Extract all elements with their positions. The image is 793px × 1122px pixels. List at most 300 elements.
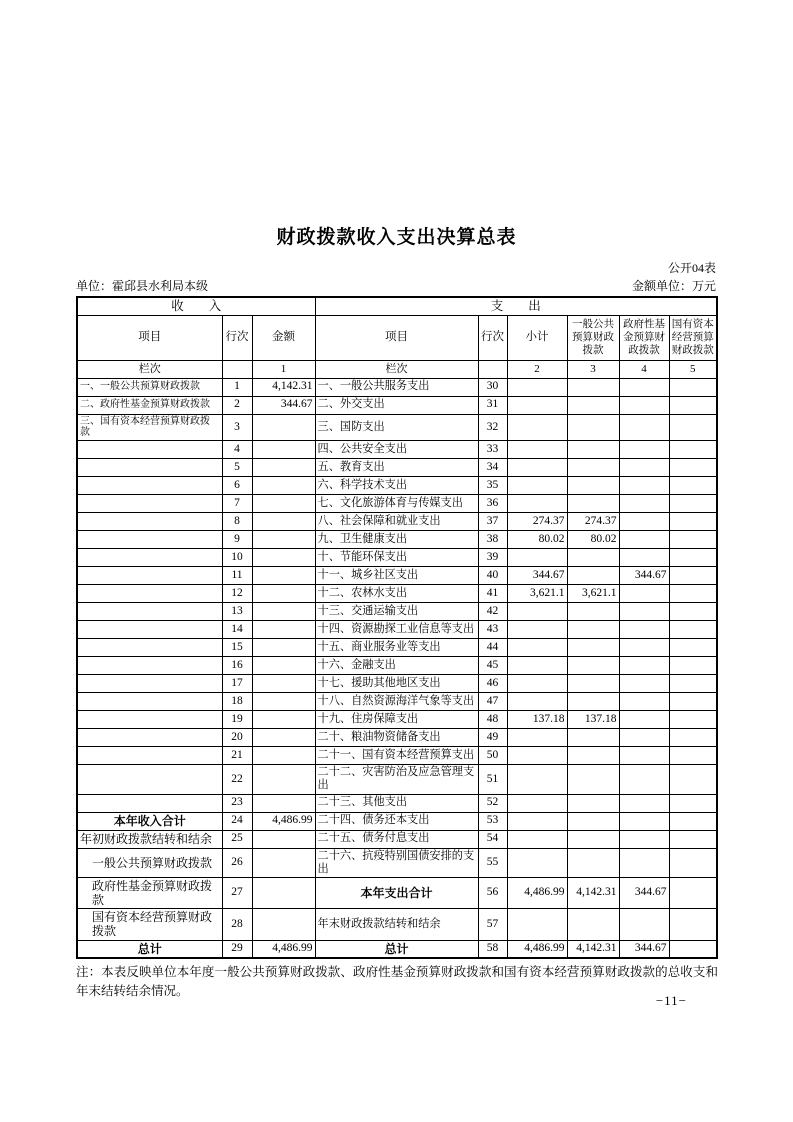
general-budget-cell: 80.02 — [567, 531, 619, 549]
gov-fund-cell — [619, 585, 669, 603]
state-capital-cell — [669, 830, 717, 848]
gov-fund-cell — [619, 794, 669, 812]
general-budget-cell — [567, 621, 619, 639]
gov-fund-cell — [619, 848, 669, 877]
expense-line-cell: 36 — [478, 495, 507, 513]
subtotal-cell — [507, 909, 567, 940]
expense-line-cell: 41 — [478, 585, 507, 603]
general-budget-cell — [567, 567, 619, 585]
gov-fund-cell — [619, 812, 669, 830]
expense-line-cell: 45 — [478, 657, 507, 675]
table-body — [77, 378, 717, 958]
state-capital-cell — [669, 549, 717, 567]
column-index-1: 1 — [252, 360, 315, 378]
gov-fund-cell — [619, 639, 669, 657]
income-amount-cell — [252, 657, 315, 675]
income-item-cell — [77, 495, 222, 513]
general-budget-cell: 274.37 — [567, 513, 619, 531]
table-row — [77, 396, 717, 414]
income-line-cell: 10 — [222, 549, 252, 567]
income-line-cell: 6 — [222, 477, 252, 495]
table-row — [77, 675, 717, 693]
income-line-header: 行次 — [222, 315, 252, 360]
income-line-cell: 3 — [222, 414, 252, 441]
state-capital-cell — [669, 877, 717, 908]
income-amount-cell — [252, 459, 315, 477]
general-budget-cell: 3,621.1 — [567, 585, 619, 603]
income-amount-cell — [252, 513, 315, 531]
expense-line-cell: 51 — [478, 765, 507, 794]
income-line-cell: 24 — [222, 812, 252, 830]
income-item-cell — [77, 747, 222, 765]
expense-section-header: 支 出 — [315, 297, 717, 315]
expense-line-cell: 53 — [478, 812, 507, 830]
expense-item-cell: 二十一、国有资本经营预算支出 — [315, 747, 478, 765]
expense-line-cell: 52 — [478, 794, 507, 812]
table-row — [77, 693, 717, 711]
income-amount-cell — [252, 711, 315, 729]
general-budget-cell — [567, 747, 619, 765]
table-row — [77, 621, 717, 639]
state-capital-cell — [669, 729, 717, 747]
general-budget-cell — [567, 729, 619, 747]
state-capital-cell — [669, 765, 717, 794]
income-item-cell: 国有资本经营预算财政拨款 — [77, 909, 222, 940]
income-amount-cell — [252, 729, 315, 747]
subtotal-cell — [507, 639, 567, 657]
state-capital-cell — [669, 378, 717, 396]
general-budget-cell — [567, 477, 619, 495]
subtotal-cell — [507, 603, 567, 621]
income-amount-cell — [252, 693, 315, 711]
income-line-index — [222, 360, 252, 378]
expense-index-label: 栏次 — [315, 360, 478, 378]
general-budget-cell — [567, 848, 619, 877]
income-item-cell — [77, 531, 222, 549]
gov-fund-cell — [619, 477, 669, 495]
expense-line-cell: 34 — [478, 459, 507, 477]
expense-item-cell: 二十六、抗疫特别国债安排的支出 — [315, 848, 478, 877]
expense-line-index — [478, 360, 507, 378]
table-row — [77, 909, 717, 940]
gov-fund-cell — [619, 495, 669, 513]
income-item-cell: 一般公共预算财政拨款 — [77, 848, 222, 877]
income-line-cell: 22 — [222, 765, 252, 794]
expense-item-cell: 二十五、债务付息支出 — [315, 830, 478, 848]
state-capital-cell — [669, 940, 717, 958]
general-budget-cell — [567, 378, 619, 396]
subtotal-cell — [507, 729, 567, 747]
column-index-4: 4 — [619, 360, 669, 378]
income-amount-header: 金额 — [252, 315, 315, 360]
income-line-cell: 19 — [222, 711, 252, 729]
gov-fund-cell — [619, 513, 669, 531]
page-title: 财政拨款收入支出决算总表 — [276, 227, 517, 248]
income-item-cell — [77, 567, 222, 585]
income-line-cell: 21 — [222, 747, 252, 765]
table-row — [77, 414, 717, 441]
expense-line-cell: 30 — [478, 378, 507, 396]
expense-item-cell: 五、教育支出 — [315, 459, 478, 477]
income-line-cell: 26 — [222, 848, 252, 877]
income-line-cell: 25 — [222, 830, 252, 848]
expense-line-cell: 44 — [478, 639, 507, 657]
general-budget-cell: 4,142.31 — [567, 940, 619, 958]
subtotal-cell — [507, 794, 567, 812]
expense-item-cell: 十五、商业服务业等支出 — [315, 639, 478, 657]
state-capital-cell — [669, 603, 717, 621]
expense-line-cell: 50 — [478, 747, 507, 765]
general-budget-cell — [567, 675, 619, 693]
table-row — [77, 567, 717, 585]
expense-line-cell: 55 — [478, 848, 507, 877]
expense-line-cell: 38 — [478, 531, 507, 549]
income-item-cell — [77, 513, 222, 531]
income-amount-cell — [252, 765, 315, 794]
column-index-3: 3 — [567, 360, 619, 378]
subtotal-cell — [507, 848, 567, 877]
subtotal-cell — [507, 830, 567, 848]
gov-fund-cell — [619, 747, 669, 765]
table-row — [77, 495, 717, 513]
income-item-cell — [77, 441, 222, 459]
state-capital-cell — [669, 513, 717, 531]
expense-line-cell: 42 — [478, 603, 507, 621]
income-amount-cell — [252, 794, 315, 812]
income-amount-cell — [252, 441, 315, 459]
gov-fund-cell — [619, 693, 669, 711]
income-amount-cell — [252, 675, 315, 693]
state-capital-cell — [669, 567, 717, 585]
gov-fund-cell: 344.67 — [619, 940, 669, 958]
expense-item-cell: 二十、粮油物资储备支出 — [315, 729, 478, 747]
income-amount-cell — [252, 830, 315, 848]
expense-item-cell: 十二、农林水支出 — [315, 585, 478, 603]
state-capital-cell — [669, 794, 717, 812]
expense-item-cell: 八、社会保障和就业支出 — [315, 513, 478, 531]
income-amount-cell — [252, 877, 315, 908]
state-capital-cell — [669, 477, 717, 495]
general-budget-cell — [567, 693, 619, 711]
income-item-cell — [77, 459, 222, 477]
income-amount-cell: 4,486.99 — [252, 940, 315, 958]
income-item-cell: 三、国有资本经营预算财政拨款 — [77, 414, 222, 441]
table-code: 公开04表 — [667, 261, 716, 275]
income-line-cell: 8 — [222, 513, 252, 531]
income-line-cell: 12 — [222, 585, 252, 603]
state-capital-cell — [669, 441, 717, 459]
expense-line-cell: 46 — [478, 675, 507, 693]
expense-item-cell: 总计 — [315, 940, 478, 958]
expense-line-header: 行次 — [478, 315, 507, 360]
income-line-cell: 7 — [222, 495, 252, 513]
income-amount-cell — [252, 747, 315, 765]
table-row — [77, 877, 717, 908]
income-amount-cell — [252, 477, 315, 495]
general-budget-cell: 4,142.31 — [567, 877, 619, 908]
income-line-cell: 16 — [222, 657, 252, 675]
table-row — [77, 812, 717, 830]
gov-fund-cell — [619, 441, 669, 459]
general-budget-cell — [567, 794, 619, 812]
gov-fund-cell — [619, 830, 669, 848]
expense-item-cell: 一、一般公共服务支出 — [315, 378, 478, 396]
table-row — [77, 830, 717, 848]
income-item-cell — [77, 729, 222, 747]
table-row — [77, 513, 717, 531]
unit-name: 单位：霍邱县水利局本级 — [76, 279, 209, 293]
income-item-cell — [77, 603, 222, 621]
subtotal-cell: 80.02 — [507, 531, 567, 549]
income-line-cell: 5 — [222, 459, 252, 477]
expense-item-cell: 十一、城乡社区支出 — [315, 567, 478, 585]
state-capital-cell — [669, 909, 717, 940]
income-item-cell: 一、一般公共预算财政拨款 — [77, 378, 222, 396]
general-budget-cell — [567, 603, 619, 621]
general-budget-cell — [567, 549, 619, 567]
general-budget-cell — [567, 459, 619, 477]
state-capital-cell — [669, 396, 717, 414]
gov-fund-cell — [619, 414, 669, 441]
income-line-cell: 20 — [222, 729, 252, 747]
income-item-header: 项目 — [77, 315, 222, 360]
income-line-cell: 23 — [222, 794, 252, 812]
gov-fund-cell — [619, 711, 669, 729]
income-item-cell — [77, 657, 222, 675]
table-row — [77, 848, 717, 877]
subtotal-cell — [507, 621, 567, 639]
table-row — [77, 459, 717, 477]
subtotal-cell — [507, 396, 567, 414]
income-line-cell: 13 — [222, 603, 252, 621]
income-amount-cell — [252, 414, 315, 441]
income-item-cell: 总计 — [77, 940, 222, 958]
state-capital-cell — [669, 585, 717, 603]
page-number: −11− — [655, 993, 687, 1008]
income-item-cell — [77, 621, 222, 639]
income-item-cell — [77, 477, 222, 495]
income-line-cell: 29 — [222, 940, 252, 958]
income-amount-cell — [252, 621, 315, 639]
income-amount-cell — [252, 531, 315, 549]
subtotal-cell — [507, 549, 567, 567]
expense-item-cell: 二十四、债务还本支出 — [315, 812, 478, 830]
income-line-cell: 15 — [222, 639, 252, 657]
table-row — [77, 711, 717, 729]
gov-fund-cell — [619, 909, 669, 940]
gov-fund-cell — [619, 621, 669, 639]
subtotal-cell — [507, 765, 567, 794]
subtotal-cell — [507, 657, 567, 675]
expense-line-cell: 48 — [478, 711, 507, 729]
subtotal-cell — [507, 747, 567, 765]
expense-item-cell: 七、文化旅游体育与传媒支出 — [315, 495, 478, 513]
table-note: 注：本表反映单位本年度一般公共预算财政拨款、政府性基金预算财政拨款和国有资本经营预算财政拨款的总收支和年末结转结余情况。 — [76, 965, 718, 999]
expense-line-cell: 47 — [478, 693, 507, 711]
state-capital-header: 国有资本经营预算财政拨款 — [669, 315, 717, 360]
income-item-cell — [77, 585, 222, 603]
state-capital-cell — [669, 459, 717, 477]
expense-line-cell: 39 — [478, 549, 507, 567]
subtotal-cell: 137.18 — [507, 711, 567, 729]
income-item-cell — [77, 693, 222, 711]
general-budget-cell — [567, 830, 619, 848]
column-index-2: 2 — [507, 360, 567, 378]
subtotal-cell — [507, 675, 567, 693]
gov-fund-cell — [619, 396, 669, 414]
gov-fund-cell — [619, 603, 669, 621]
gov-fund-cell — [619, 765, 669, 794]
expense-line-cell: 33 — [478, 441, 507, 459]
expense-item-cell: 九、卫生健康支出 — [315, 531, 478, 549]
income-item-cell: 政府性基金预算财政拨款 — [77, 877, 222, 908]
subtotal-cell — [507, 414, 567, 441]
general-budget-cell — [567, 909, 619, 940]
general-budget-cell — [567, 441, 619, 459]
gov-fund-cell — [619, 549, 669, 567]
income-line-cell: 28 — [222, 909, 252, 940]
income-amount-cell — [252, 639, 315, 657]
state-capital-cell — [669, 747, 717, 765]
expense-line-cell: 58 — [478, 940, 507, 958]
income-amount-cell: 4,142.31 — [252, 378, 315, 396]
gov-fund-header: 政府性基金预算财政拨款 — [619, 315, 669, 360]
gov-fund-cell: 344.67 — [619, 567, 669, 585]
subtotal-cell: 4,486.99 — [507, 940, 567, 958]
expense-item-cell: 十、节能环保支出 — [315, 549, 478, 567]
expense-line-cell: 40 — [478, 567, 507, 585]
column-index-row — [77, 360, 717, 378]
expense-line-cell: 35 — [478, 477, 507, 495]
fiscal-table — [76, 296, 718, 959]
table-row — [77, 441, 717, 459]
income-item-cell — [77, 639, 222, 657]
general-budget-cell — [567, 495, 619, 513]
subtotal-cell — [507, 495, 567, 513]
income-item-cell — [77, 711, 222, 729]
state-capital-cell — [669, 848, 717, 877]
gov-fund-cell — [619, 657, 669, 675]
general-budget-cell — [567, 765, 619, 794]
general-budget-cell — [567, 812, 619, 830]
state-capital-cell — [669, 531, 717, 549]
expense-line-cell: 43 — [478, 621, 507, 639]
subtotal-cell — [507, 459, 567, 477]
income-line-cell: 18 — [222, 693, 252, 711]
income-amount-cell — [252, 603, 315, 621]
state-capital-cell — [669, 414, 717, 441]
expense-item-cell: 十七、援助其他地区支出 — [315, 675, 478, 693]
amount-unit: 金额单位：万元 — [631, 279, 716, 293]
column-header-row — [77, 315, 717, 360]
gov-fund-cell: 344.67 — [619, 877, 669, 908]
expense-item-cell: 二十二、灾害防治及应急管理支出 — [315, 765, 478, 794]
income-amount-cell — [252, 909, 315, 940]
expense-item-cell: 二十三、其他支出 — [315, 794, 478, 812]
state-capital-cell — [669, 657, 717, 675]
state-capital-cell — [669, 812, 717, 830]
general-budget-cell — [567, 414, 619, 441]
expense-line-cell: 37 — [478, 513, 507, 531]
table-row — [77, 378, 717, 396]
income-line-cell: 1 — [222, 378, 252, 396]
expense-item-cell: 十三、交通运输支出 — [315, 603, 478, 621]
expense-line-cell: 57 — [478, 909, 507, 940]
subtotal-cell: 274.37 — [507, 513, 567, 531]
income-item-cell: 年初财政拨款结转和结余 — [77, 830, 222, 848]
income-amount-cell — [252, 567, 315, 585]
expense-item-cell: 年末财政拨款结转和结余 — [315, 909, 478, 940]
income-item-cell — [77, 675, 222, 693]
income-line-cell: 11 — [222, 567, 252, 585]
gov-fund-cell — [619, 378, 669, 396]
general-budget-cell — [567, 657, 619, 675]
table-row — [77, 531, 717, 549]
income-line-cell: 2 — [222, 396, 252, 414]
subtotal-cell: 344.67 — [507, 567, 567, 585]
table-row — [77, 940, 717, 958]
expense-line-cell: 54 — [478, 830, 507, 848]
income-item-cell — [77, 794, 222, 812]
income-item-cell: 本年收入合计 — [77, 812, 222, 830]
expense-item-cell: 四、公共安全支出 — [315, 441, 478, 459]
subtotal-header: 小计 — [507, 315, 567, 360]
gov-fund-cell — [619, 729, 669, 747]
subtotal-cell — [507, 477, 567, 495]
expense-item-cell: 三、国防支出 — [315, 414, 478, 441]
table-row — [77, 747, 717, 765]
income-section-header: 收 入 — [77, 297, 315, 315]
state-capital-cell — [669, 711, 717, 729]
expense-line-cell: 32 — [478, 414, 507, 441]
table-meta-row — [76, 277, 716, 294]
subtotal-cell — [507, 693, 567, 711]
income-line-cell: 27 — [222, 877, 252, 908]
income-line-cell: 4 — [222, 441, 252, 459]
state-capital-cell — [669, 693, 717, 711]
subtotal-cell — [507, 441, 567, 459]
income-amount-cell — [252, 848, 315, 877]
section-header-row — [77, 297, 717, 315]
table-row — [77, 729, 717, 747]
general-budget-cell — [567, 639, 619, 657]
income-amount-cell: 344.67 — [252, 396, 315, 414]
income-item-cell — [77, 549, 222, 567]
income-index-label: 栏次 — [77, 360, 222, 378]
income-item-cell: 二、政府性基金预算财政拨款 — [77, 396, 222, 414]
table-row — [77, 657, 717, 675]
table-row — [77, 549, 717, 567]
table-row — [77, 585, 717, 603]
expense-item-cell: 本年支出合计 — [315, 877, 478, 908]
expense-item-cell: 十四、资源勘探工业信息等支出 — [315, 621, 478, 639]
expense-line-cell: 49 — [478, 729, 507, 747]
income-amount-cell — [252, 495, 315, 513]
income-item-cell — [77, 765, 222, 794]
column-index-5: 5 — [669, 360, 717, 378]
table-row — [77, 794, 717, 812]
subtotal-cell: 4,486.99 — [507, 877, 567, 908]
state-capital-cell — [669, 639, 717, 657]
income-amount-cell — [252, 549, 315, 567]
table-row — [77, 639, 717, 657]
expense-item-cell: 二、外交支出 — [315, 396, 478, 414]
gov-fund-cell — [619, 531, 669, 549]
income-line-cell: 14 — [222, 621, 252, 639]
gov-fund-cell — [619, 675, 669, 693]
state-capital-cell — [669, 675, 717, 693]
table-row — [77, 765, 717, 794]
